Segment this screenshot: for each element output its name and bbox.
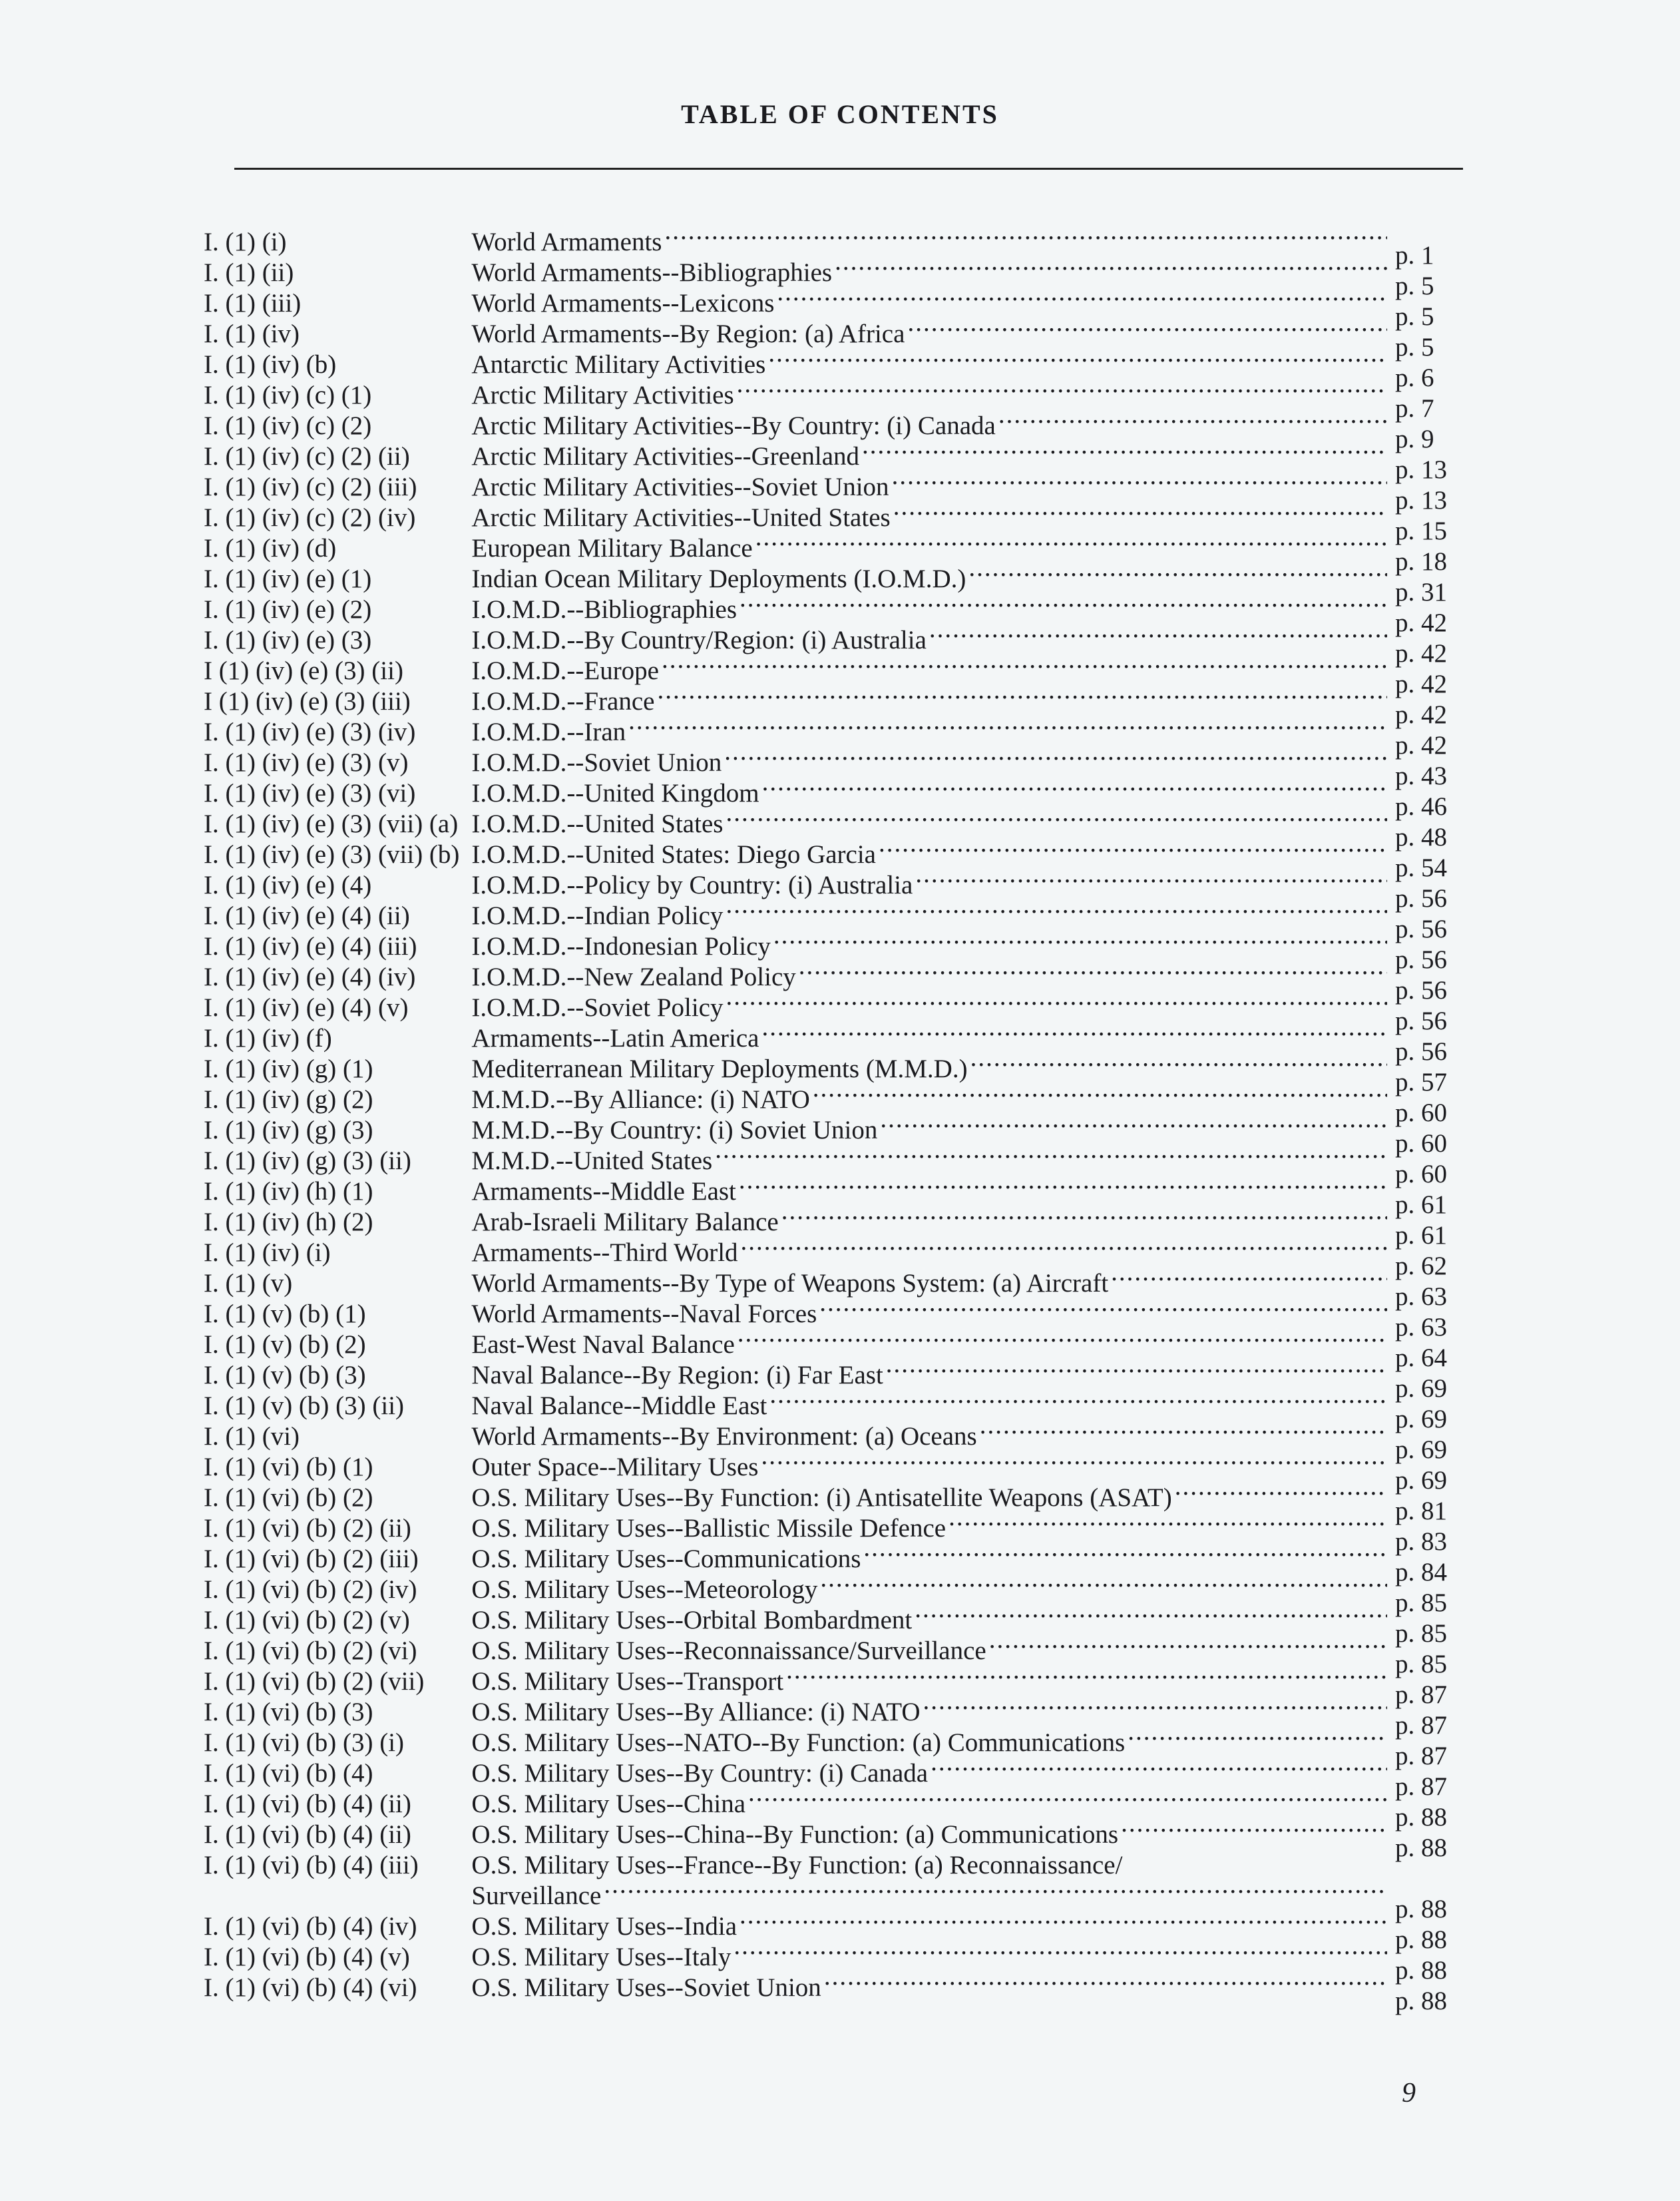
dot-leader — [604, 1873, 1387, 1904]
dot-leader — [968, 557, 1387, 587]
toc-entry-code: I. (1) (v) — [204, 1269, 293, 1298]
dot-leader — [726, 893, 1387, 924]
toc-entry-title: I.O.M.D.--Policy by Country: (i) Australia — [471, 871, 913, 899]
toc-entry-code: I (1) (iv) (e) (3) (iii) — [204, 687, 411, 716]
dot-leader — [628, 710, 1387, 740]
title-rule — [234, 168, 1463, 170]
dot-leader — [737, 373, 1387, 403]
toc-entry-title: O.S. Military Uses--Reconnaissance/Surveillance — [471, 1636, 986, 1665]
toc-entry-title: O.S. Military Uses--India — [471, 1912, 737, 1941]
dot-leader — [761, 1445, 1387, 1475]
toc-entry-code: I. (1) (iv) (e) (4) (ii) — [204, 901, 410, 930]
toc-entry-code: I. (1) (vi) (b) (4) (ii) — [204, 1790, 411, 1818]
toc-entry-page: p. 18 — [1395, 547, 1447, 576]
toc-entry-page: p. 1 — [1395, 241, 1434, 270]
dot-leader — [879, 832, 1387, 863]
dot-leader — [970, 1047, 1387, 1077]
toc-entry-title: I.O.M.D.--Indian Policy — [471, 901, 724, 930]
toc-entry-title: I.O.M.D.--Bibliographies — [471, 595, 737, 624]
toc-entry-title: O.S. Military Uses--China — [471, 1790, 746, 1818]
toc-entry-page: p. 56 — [1395, 884, 1447, 913]
toc-entry-page: p. 56 — [1395, 1007, 1447, 1035]
toc-entry-code: I. (1) (iv) (c) (2) (ii) — [204, 442, 410, 471]
dot-leader — [734, 1935, 1387, 1965]
toc-entry-page: p. 85 — [1395, 1619, 1447, 1648]
dot-leader — [739, 587, 1387, 618]
dot-leader — [863, 1537, 1387, 1567]
dot-leader — [726, 802, 1387, 832]
toc-entry-page: p. 63 — [1395, 1313, 1447, 1342]
dot-leader — [824, 1965, 1387, 1996]
toc-entry-code: I. (1) (v) (b) (1) — [204, 1300, 366, 1328]
toc-entry-title: I.O.M.D.--France — [471, 687, 655, 716]
toc-entry-code: I. (1) (vi) (b) (4) (v) — [204, 1943, 410, 1971]
toc-entry-title: M.M.D.--United States — [471, 1146, 713, 1175]
page-title: TABLE OF CONTENTS — [681, 99, 999, 129]
toc-entry-code: I. (1) (iv) (g) (3) (ii) — [204, 1146, 411, 1175]
toc-entry-page: p. 48 — [1395, 823, 1447, 852]
dot-leader — [893, 495, 1387, 526]
toc-entry-code: I. (1) (vi) — [204, 1422, 300, 1451]
dot-leader — [769, 1383, 1387, 1414]
toc-entry-code: I. (1) (vi) (b) (2) (iii) — [204, 1545, 419, 1573]
toc-entry-page: p. 61 — [1395, 1190, 1447, 1219]
toc-entry-code: I. (1) (iv) (c) (1) — [204, 381, 372, 409]
toc-entry-title: O.S. Military Uses--By Alliance: (i) NATO — [471, 1698, 921, 1726]
dot-leader — [799, 955, 1387, 985]
dot-leader — [948, 1506, 1387, 1537]
dot-leader — [773, 924, 1387, 955]
toc-entry-title: World Armaments--By Type of Weapons System: (a) Aircraft — [471, 1269, 1109, 1298]
toc-entry-page: p. 84 — [1395, 1558, 1447, 1587]
toc-entry-page: p. 88 — [1395, 1803, 1447, 1832]
toc-entry-title: World Armaments--By Environment: (a) Oceans — [471, 1422, 977, 1451]
toc-entry-page: p. 56 — [1395, 976, 1447, 1005]
toc-entry-page: p. 61 — [1395, 1221, 1447, 1250]
dot-leader — [923, 1690, 1387, 1720]
toc-entry-title: Arctic Military Activities — [471, 381, 734, 409]
dot-leader — [777, 281, 1387, 312]
toc-entry-title: I.O.M.D.--Europe — [471, 656, 659, 685]
dot-leader — [1121, 1812, 1387, 1843]
toc-entry-code: I. (1) (iv) (e) (4) (v) — [204, 993, 409, 1022]
toc-entry-page: p. 56 — [1395, 915, 1447, 943]
toc-entry-code: I. (1) (iv) (g) (3) — [204, 1116, 373, 1144]
toc-entry-page: p. 81 — [1395, 1497, 1447, 1525]
toc-entry-title: O.S. Military Uses--By Country: (i) Canada — [471, 1759, 929, 1788]
toc-entry-title: O.S. Military Uses--Transport — [471, 1667, 784, 1696]
toc-entry-title: Arctic Military Activities--By Country: (i) Canada — [471, 411, 996, 440]
toc-entry-title: O.S. Military Uses--Soviet Union — [471, 1973, 821, 2002]
toc-entry-code: I. (1) (iv) (e) (3) (v) — [204, 748, 409, 777]
toc-entry-page: p. 88 — [1395, 1834, 1447, 1862]
toc-entry-title: European Military Balance — [471, 534, 753, 563]
dot-leader — [737, 1322, 1387, 1353]
dot-leader — [862, 434, 1387, 465]
dot-leader — [980, 1414, 1387, 1445]
toc-entry-title: Arctic Military Activities--Soviet Union — [471, 473, 889, 501]
toc-entry-code: I. (1) (iv) (e) (3) (vii) (a) — [204, 810, 459, 838]
toc-entry-code: I. (1) (iv) (e) (1) — [204, 565, 372, 593]
toc-entry-page: p. 13 — [1395, 455, 1447, 484]
toc-entry-page: p. 5 — [1395, 333, 1434, 362]
toc-entry-code: I. (1) (iv) (h) (2) — [204, 1208, 373, 1236]
dot-leader — [1111, 1261, 1387, 1292]
toc-entry-code: I. (1) (iii) — [204, 289, 302, 318]
toc-entry-code: I. (1) (i) — [204, 228, 287, 256]
toc-entry-code: I. (1) (vi) (b) (4) — [204, 1759, 373, 1788]
toc-entry-code: I. (1) (v) (b) (3) — [204, 1361, 366, 1389]
toc-entry-page: p. 85 — [1395, 1589, 1447, 1617]
toc-entry-code: I. (1) (vi) (b) (3) — [204, 1698, 373, 1726]
toc-entry-page: p. 88 — [1395, 1895, 1447, 1923]
dot-leader — [915, 1598, 1387, 1628]
dot-leader — [998, 403, 1387, 434]
toc-entry-title: O.S. Military Uses--By Function: (i) Antisatellite Weapons (ASAT) — [471, 1483, 1172, 1512]
toc-entry — [204, 1904, 1468, 1954]
toc-entry-page: p. 42 — [1395, 639, 1447, 668]
dot-leader — [786, 1659, 1387, 1690]
dot-leader — [664, 220, 1387, 250]
toc-entry-page: p. 42 — [1395, 700, 1447, 729]
toc-entry-title: Arab-Israeli Military Balance — [471, 1208, 779, 1236]
toc-entry-page: p. 13 — [1395, 486, 1447, 515]
toc-entry-code: I. (1) (iv) (e) (3) — [204, 626, 372, 654]
toc-entry-page: p. 85 — [1395, 1650, 1447, 1678]
toc-entry-page: p. 88 — [1395, 1987, 1447, 2015]
toc-entry-page: p. 46 — [1395, 792, 1447, 821]
toc-entry-page: p. 43 — [1395, 762, 1447, 790]
toc-entry-code: I. (1) (iv) — [204, 320, 300, 348]
toc-entry-title: I.O.M.D.--United States — [471, 810, 724, 838]
dot-leader — [662, 648, 1387, 679]
toc-entry-title: Mediterranean Military Deployments (M.M.D.) — [471, 1055, 968, 1083]
toc-entry-title: Armaments--Latin America — [471, 1024, 759, 1053]
toc-entry-code: I. (1) (iv) (e) (4) — [204, 871, 372, 899]
toc-entry-code: I. (1) (vi) (b) (2) (ii) — [204, 1514, 411, 1543]
dot-leader — [762, 1016, 1388, 1047]
toc-entry-code: I. (1) (iv) (c) (2) (iii) — [204, 473, 417, 501]
dot-leader — [755, 526, 1387, 557]
toc-entry-page: p. 5 — [1395, 272, 1434, 300]
toc-entry-page: p. 62 — [1395, 1252, 1447, 1280]
toc-entry-title: O.S. Military Uses--China--By Function: (a) Communications — [471, 1820, 1119, 1849]
dot-leader — [819, 1292, 1387, 1322]
toc-entry-page: p. 5 — [1395, 302, 1434, 331]
dot-leader — [813, 1077, 1387, 1108]
toc-entry-page: p. 69 — [1395, 1405, 1447, 1433]
toc-entry-page: p. 87 — [1395, 1680, 1447, 1709]
toc-entry-page: p. 88 — [1395, 1956, 1447, 1985]
toc-entry-title: East-West Naval Balance — [471, 1330, 735, 1359]
toc-entry-code: I. (1) (vi) (b) (2) — [204, 1483, 373, 1512]
toc-entry-title: O.S. Military Uses--NATO--By Function: (a) Communications — [471, 1728, 1126, 1757]
toc-entry-title: Outer Space--Military Uses — [471, 1453, 759, 1481]
toc-entry-page: p. 87 — [1395, 1742, 1447, 1770]
toc-entry-code: I. (1) (iv) (h) (1) — [204, 1177, 373, 1206]
toc-entry-page: p. 31 — [1395, 578, 1447, 607]
toc-entry-page: p. 54 — [1395, 854, 1447, 882]
toc-entry-title: O.S. Military Uses--Communications — [471, 1545, 861, 1573]
toc-entry-title: I.O.M.D.--Iran — [471, 718, 626, 746]
toc-entry-code: I. (1) (vi) (b) (2) (iv) — [204, 1575, 417, 1604]
dot-leader — [907, 312, 1387, 342]
toc-entry-title: M.M.D.--By Alliance: (i) NATO — [471, 1085, 810, 1114]
toc-entry-title: Arctic Military Activities--United States — [471, 503, 891, 532]
toc-entry-title: I.O.M.D.--New Zealand Policy — [471, 963, 796, 991]
toc-entry-page: p. 88 — [1395, 1925, 1447, 1954]
toc-entry-title: I.O.M.D.--Soviet Union — [471, 748, 722, 777]
dot-leader — [781, 1200, 1387, 1230]
toc-entry-code: I. (1) (vi) (b) (1) — [204, 1453, 373, 1481]
toc-entry-code: I. (1) (iv) (e) (4) (iii) — [204, 932, 417, 961]
toc-entry-title: O.S. Military Uses--Meteorology — [471, 1575, 818, 1604]
toc-entry-title: World Armaments--By Region: (a) Africa — [471, 320, 905, 348]
toc-entry-code: I. (1) (iv) (e) (2) — [204, 595, 372, 624]
page-number: 9 — [1402, 2078, 1416, 2108]
dot-leader — [657, 679, 1387, 710]
toc-entry-code: I (1) (iv) (e) (3) (ii) — [204, 656, 403, 685]
toc-entry-code: I. (1) (v) (b) (3) (ii) — [204, 1391, 405, 1420]
dot-leader — [768, 342, 1387, 373]
toc-entry-code: I. (1) (vi) (b) (4) (iv) — [204, 1912, 417, 1941]
table-of-contents — [204, 220, 1468, 2015]
toc-entry-page: p. 63 — [1395, 1282, 1447, 1311]
toc-entry-page: p. 56 — [1395, 945, 1447, 974]
toc-entry-code: I. (1) (vi) (b) (2) (vi) — [204, 1636, 417, 1665]
dot-leader — [715, 1138, 1387, 1169]
toc-entry-title: Arctic Military Activities--Greenland — [471, 442, 860, 471]
dot-leader — [739, 1904, 1387, 1935]
toc-entry-page: p. 64 — [1395, 1344, 1447, 1372]
toc-entry-code: I. (1) (iv) (b) — [204, 350, 337, 379]
toc-entry-code: I. (1) (v) (b) (2) — [204, 1330, 366, 1359]
toc-entry-title: Antarctic Military Activities — [471, 350, 766, 379]
toc-entry-page: p. 6 — [1395, 364, 1434, 392]
dot-leader — [762, 771, 1387, 802]
dot-leader — [886, 1353, 1387, 1383]
toc-entry-page: p. 42 — [1395, 670, 1447, 698]
toc-entry-title: I.O.M.D.--United Kingdom — [471, 779, 759, 808]
toc-entry-title: World Armaments — [471, 228, 662, 256]
toc-entry-title: I.O.M.D.--By Country/Region: (i) Australia — [471, 626, 927, 654]
toc-entry-title: Naval Balance--By Region: (i) Far East — [471, 1361, 883, 1389]
toc-entry-title: Surveillance — [471, 1881, 602, 1910]
dot-leader — [1128, 1720, 1387, 1751]
toc-entry-title: I.O.M.D.--Indonesian Policy — [471, 932, 771, 961]
dot-leader — [835, 250, 1387, 281]
dot-leader — [880, 1108, 1387, 1138]
toc-entry-code: I. (1) (vi) (b) (2) (v) — [204, 1606, 410, 1634]
toc-entry-code: I. (1) (iv) (g) (1) — [204, 1055, 373, 1083]
toc-entry-title: World Armaments--Lexicons — [471, 289, 775, 318]
toc-entry-code: I. (1) (vi) (b) (3) (i) — [204, 1728, 405, 1757]
toc-entry-page: p. 60 — [1395, 1129, 1447, 1158]
toc-entry-page: p. 60 — [1395, 1099, 1447, 1127]
toc-entry-title: M.M.D.--By Country: (i) Soviet Union — [471, 1116, 878, 1144]
dot-leader — [929, 618, 1387, 648]
toc-entry-code: I. (1) (iv) (e) (3) (iv) — [204, 718, 416, 746]
dot-leader — [724, 740, 1387, 771]
toc-entry-code: I. (1) (iv) (i) — [204, 1238, 331, 1267]
dot-leader — [820, 1567, 1387, 1598]
toc-entry-title: I.O.M.D.--Soviet Policy — [471, 993, 724, 1022]
dot-leader — [741, 1230, 1387, 1261]
toc-entry-code: I. (1) (vi) (b) (4) (ii) — [204, 1820, 411, 1849]
toc-entry-page: p. 69 — [1395, 1435, 1447, 1464]
toc-entry-code: I. (1) (iv) (c) (2) — [204, 411, 372, 440]
toc-entry-page: p. 57 — [1395, 1068, 1447, 1097]
toc-entry-code: I. (1) (ii) — [204, 258, 294, 287]
toc-entry-title: I.O.M.D.--United States: Diego Garcia — [471, 840, 876, 869]
toc-entry-title: O.S. Military Uses--France--By Function: (a) Reconnaissance/ — [471, 1851, 1123, 1879]
dot-leader — [989, 1628, 1387, 1659]
toc-entry-page: p. 87 — [1395, 1711, 1447, 1740]
toc-entry-title: Armaments--Middle East — [471, 1177, 736, 1206]
toc-entry-code: I. (1) (iv) (d) — [204, 534, 337, 563]
toc-entry-title: Armaments--Third World — [471, 1238, 738, 1267]
toc-entry-title: World Armaments--Bibliographies — [471, 258, 833, 287]
toc-entry-page: p. 7 — [1395, 394, 1434, 423]
toc-entry-code: I. (1) (iv) (e) (3) (vii) (b) — [204, 840, 460, 869]
dot-leader — [931, 1751, 1387, 1782]
toc-entry-page: p. 83 — [1395, 1527, 1447, 1556]
toc-entry-code: I. (1) (iv) (f) — [204, 1024, 332, 1053]
dot-leader — [915, 863, 1387, 893]
toc-entry-page: p. 69 — [1395, 1374, 1447, 1403]
dot-leader — [1175, 1475, 1387, 1506]
toc-entry-title: O.S. Military Uses--Orbital Bombardment — [471, 1606, 913, 1634]
toc-entry-page: p. 56 — [1395, 1037, 1447, 1066]
toc-entry-code: I. (1) (iv) (e) (4) (iv) — [204, 963, 416, 991]
toc-entry-title: Indian Ocean Military Deployments (I.O.M.D.) — [471, 565, 966, 593]
toc-entry-page: p. 42 — [1395, 731, 1447, 760]
toc-entry-code: I. (1) (vi) (b) (4) (vi) — [204, 1973, 417, 2002]
toc-entry-code: I. (1) (iv) (g) (2) — [204, 1085, 373, 1114]
toc-entry-page: p. 42 — [1395, 609, 1447, 637]
toc-entry-title: World Armaments--Naval Forces — [471, 1300, 817, 1328]
toc-entry-title: O.S. Military Uses--Ballistic Missile Defence — [471, 1514, 946, 1543]
toc-entry-page: p. 60 — [1395, 1160, 1447, 1188]
toc-entry-page: p. 9 — [1395, 425, 1434, 453]
toc-entry-code: I. (1) (vi) (b) (4) (iii) — [204, 1851, 419, 1879]
toc-entry-code: I. (1) (iv) (c) (2) (iv) — [204, 503, 416, 532]
toc-entry-code: I. (1) (vi) (b) (2) (vii) — [204, 1667, 425, 1696]
dot-leader — [748, 1782, 1387, 1812]
dot-leader — [739, 1169, 1387, 1200]
toc-entry-code: I. (1) (iv) (e) (3) (vi) — [204, 779, 416, 808]
dot-leader — [726, 985, 1387, 1016]
toc-entry — [204, 220, 1468, 270]
dot-leader — [892, 465, 1387, 495]
toc-entry-page: p. 15 — [1395, 517, 1447, 545]
toc-entry-page: p. 87 — [1395, 1772, 1447, 1801]
toc-entry-page: p. 69 — [1395, 1466, 1447, 1495]
toc-entry-title: Naval Balance--Middle East — [471, 1391, 767, 1420]
toc-entry-title: O.S. Military Uses--Italy — [471, 1943, 732, 1971]
